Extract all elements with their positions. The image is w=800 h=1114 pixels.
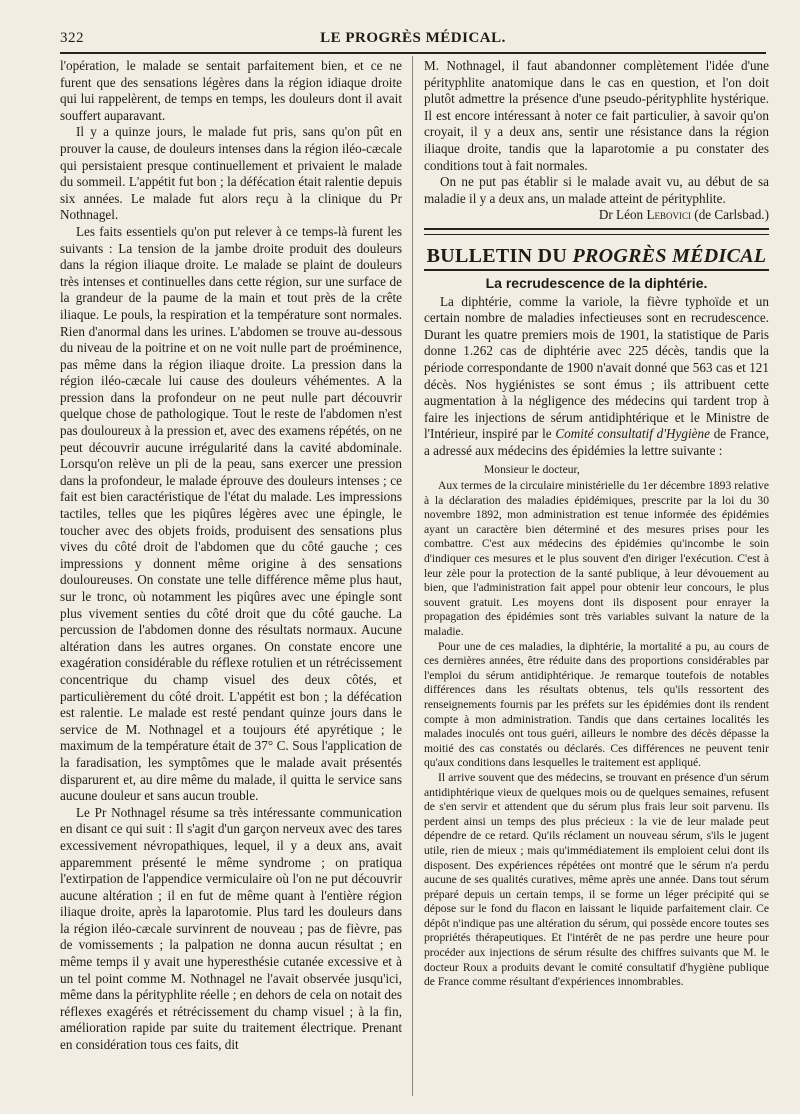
signature-prefix: Dr Léon [598,207,644,223]
letter-salutation: Monsieur le docteur, [484,463,580,477]
paragraph: Il y a quinze jours, le malade fut pris, sans qu'on pût en prouver la cause, de douleurs intenses dans la région iléo-cæcale qui persistaient presque continuellement et privaient le malade du sommeil. L'appétit fut bon ; la défécation était ralentie depuis six années. Le malade fut alors reçu à la clinique du Pr Nothnagel. [60,124,402,223]
article-text-end: de France, a adressé aux médecins des épidémies la lettre suivante : [424,426,770,458]
bulletin-heading-plain: BULLETIN DU [426,244,568,267]
journal-title: LE PROGRÈS MÉDICAL. [320,30,506,46]
paragraph: M. Nothnagel, il faut abandonner complètement l'idée d'une pérityphlite anatomique dans le cas en question, et l'on doit plutôt admettre la présence d'une pseudo-pérityphlite hystérique. Il est encore intéressant à noter ce fait particulier, à savoir qu'on croyait, il y a deux ans, sentir une résistance dans la région iliaque droite, tandis que la laparotomie a pu constater des conditions tout à fait normales. [424,58,769,173]
page-number: 322 [60,30,84,46]
bulletin-heading [424,245,769,267]
paragraph: l'opération, le malade se sentait parfaitement bien, et ce ne furent que des sensations légères dans la région idiaque droite qui lui rappelèrent, de temps en temps, les douleurs dont il avait souffert auparavant. [60,58,402,123]
bulletin-rule [424,269,769,271]
paragraph: On ne put pas établir si le malade avait vu, au début de sa maladie il y a deux ans, un malade atteint de pérityphlite. [424,174,769,206]
article-title: La recrudescence de la diphtérie. [485,274,708,291]
signature-surname: Lebovici [646,207,691,223]
letter-paragraph: Pour une de ces maladies, la diphtérie, la mortalité a pu, au cours de ces dernières années, être réduite dans des proportions considérables par l'emploi du sérum antidiphtérique. Je remarque toutefois de notables différences dans les résultats obtenus, tels qu'ils ressortent des renseignements fournis par les préfets sur les épidémies dont ils rendent compte à mon administration. Tandis que dans certaines localités les malades inoculés ont tous guéri, ailleurs le nombre des décès dépasse la moitié des cas constatés ou déclarés. Ces différences ne peuvent tenir qu'aux conditions dans lesquelles le traitement est appliqué. [424,639,769,770]
article-italic-text: Comité consultatif d'Hygiène [555,426,710,442]
bulletin-heading-italic: PROGRÈS MÉDICAL [572,244,767,267]
letter-paragraph: Il arrive souvent que des médecins, se trouvant en présence d'un sérum antidiphtérique vieux de quelques mois ou de quelques semaines, refusent de s'en servir et attendent que du sérum plus frais leur soit parvenu. Ils perdent ainsi un temps des plus précieux : la vie de leur malade peut dépendre de ce retard. Qu'ils réclament un nouveau sérum, s'ils le jugent utile, rien de mieux ; mais qu'immédiatement ils emploient celui dont ils disposent. Des expériences répétées ont montré que le sérum n'a perdu aucune de ses qualités curatives, même après une année. Dans tout sérum préparé depuis un certain temps, il se forme un léger précipité qui se dépose sur le fond du flacon en laissant le liquide parfaitement clair. Ce dépôt n'indique pas une altération du sérum, qui possède encore toutes ses propriétés thérapeutiques. Et l'intérêt de ne pas perdre une heure pour procéder aux injections de sérum résulte des chiffres suivants que M. le docteur Roux a produits devant le comité consultatif d'hygiène publique de France comme résultant d'expériences innombrables. [424,770,769,989]
letter-paragraph: Aux termes de la circulaire ministérielle du 1er décembre 1893 relative à la déclaration des maladies épidémiques, prescrite par la loi du 30 novembre 1892, mon administration est tenue informée des épidémies ayant un caractère bien déterminé et des mesures prises pour les combattre. C'est aux médecins des épidémies qu'incombe le soin d'indiquer ces mesures et le plus souvent d'en diriger l'exécution. C'est à leur zèle pour la protection de la santé publique, à leur dévouement au bien, que l'administration fait appel pour obtenir leur concours, le plus souvent gratuit. Les moyens dont ils disposent pour enrayer la propagation des épidémies sont très variables suivant la nature de la maladie. [424,479,769,638]
ministerial-letter [424,463,769,989]
right-column [424,58,769,990]
signature-location: (de Carlsbad.) [694,207,769,223]
author-signature [424,207,769,224]
left-column [60,58,402,1054]
header-rule [60,52,766,54]
article-paragraph [424,294,769,460]
article-end-rule [424,228,769,235]
paragraph: Le Pr Nothnagel résume sa très intéressante communication en disant ce qui suit : Il s'agit d'un garçon nerveux avec des tares excessivement névropathiques, lequel, il y a deux ans, avait apparemment présenté le même syndrome ; on pratiqua l'extirpation de l'appendice vermiculaire où l'on ne put découvrir aucune altération ; il en fut de même quant à l'entière région iliaque droite, après la laparotomie. Plus tard les douleurs dans la région iléo-cæcale survinrent de nouveau ; pas de fièvre, pas de vomissements ; la palpation ne donna aucun résultat ; en même temps il y avait une hyperesthésie cutanée excessive et à un tel point comme M. Nothnagel ne l'avait observée jusqu'ici, même dans la pérityphlite réelle ; en dehors de cela on notait des réflexes exagérés et rétrécissement du champ visuel ; à la fin, amélioration rapide par suite du traitement électrique. Prenant en considération tous ces faits, dit [60,804,402,1053]
page-header [60,30,766,50]
column-divider [412,56,413,1096]
article-text: La diphtérie, comme la variole, la fièvre typhoïde et un certain nombre de maladies infectieuses sont en recrudescence. Durant les quatre premiers mois de 1901, la statistique de Paris donne 1.262 cas de diphtérie avec 225 décès, tandis que la période correspondante de 1900 n'avait donné que 563 cas et 121 décès. Nos hygiénistes se sont émus ; ils attribuent cette augmentation à la négligence des médecins qui tardent trop à faire les injections de sérum antidiphtérique et le Ministre de l'Intérieur, inspiré par le [424,293,769,442]
paragraph: Les faits essentiels qu'on put relever à ce temps-là furent les suivants : La tension de la jambe droite produit des douleurs dans la région iliaque droite. Le malade se plaint de douleurs très intenses et continuelles dans cette région, sur une surface de la grandeur de la paume de la main et tout près de la crête iliaque. Le pouls, la respiration et la température sont normales. Rien d'anormal dans les urines. L'abdomen se trouve au-dessous du niveau de la poitrine et on ne voit nulle part de proéminence, pas même dans la région iliaque droite. La pression dans la région iléo-cæcale lui cause des douleurs véhémentes. A la pression dans la profondeur on ne peut nulle part découvrir quelque chose de pathologique. Tout le reste de l'abdomen n'est pas douloureux à la pression et, avec des examens répétés, on ne peut découvrir aucune irrégularité dans la cavité abdominale. Lorsqu'on relève un pli de la peau, sans exercer une pression dans la profondeur, le malade éprouve des douleurs intenses ; ce fait est bien caractéristique de l'état du malade. Les impressions tactiles, telles que les piqûres légères avec une épingle, le toucher avec des objets froids, produisent des sensations plus vives du côté droit de l'abdomen que du côté gauche ; ces impressions y donnent même origine à des sensations douloureuses. On constate une telle différence même plus haut, sur le tronc, où notamment les piqûres avec une épingle sont plus vivement senties du côté droit que du côté gauche. La percussion de l'abdomen donne des résultats normaux. Aucune altération dans les autres organes. On constate encore une exagération considérable du réflexe rotulien et un rétrécissement concentrique du champ visuel des deux côtés, et particulièrement du côté droit. L'appétit est bon ; la défécation est ralentie. Le malade est resté pendant quinze jours dans le service de M. Nothnagel et a toujours été apyrétique ; le maximum de la température était de 37° C. Sous l'application de la faradisation, les symptômes que le malade avait présentés disparurent et, au dire même du malade, il quitta le service sans aucune douleur et sans aucun trouble. [60,223,402,804]
